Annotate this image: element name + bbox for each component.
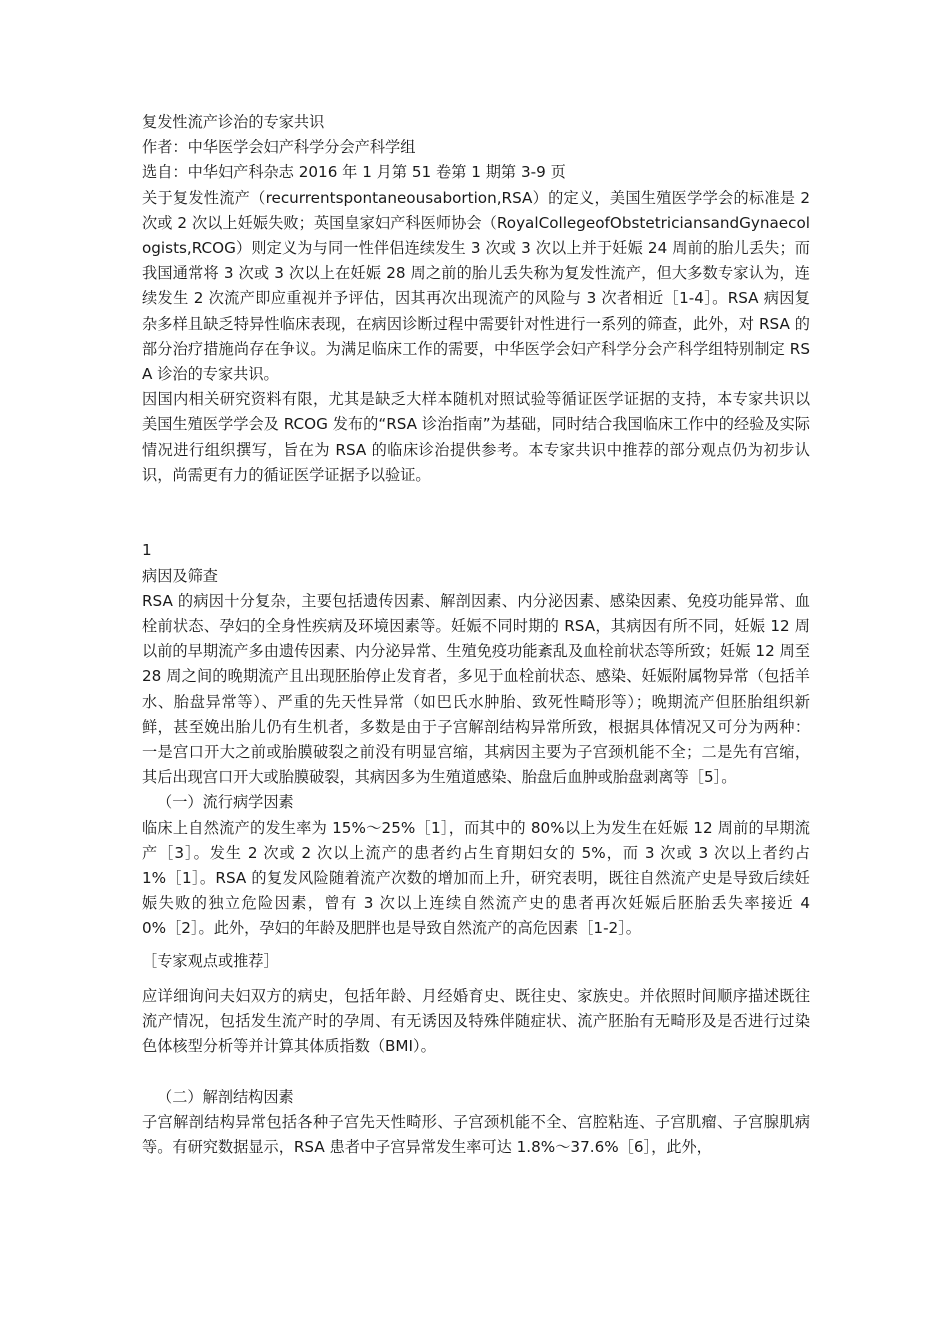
subsection-body: 子宫解剖结构异常包括各种子宫先天性畸形、子宫颈机能不全、宫腔粘连、子宫肌瘤、子宫腺肌病等。有研究数据显示，RSA 患者中子宫异常发生率可达 1.8%～37.6%［6］，此外，: [142, 1112, 810, 1157]
source-line: 选自：中华妇产科杂志 2016 年 1 月第 51 卷第 1 期第 3-9 页: [142, 163, 566, 182]
section-body: RSA 的病因十分复杂，主要包括遗传因素、解剖因素、内分泌因素、感染因素、免疫功能异常、血栓前状态、孕妇的全身性疾病及环境因素等。妊娠不同时期的 RSA，其病因有所不同，妊娠 12 周以前的早期流产多由遗传因素、内分泌异常、生殖免疫功能紊乱及血栓前状态等所致；妊娠 12 周至 28 周之间的晚期流产且出现胚胎停止发育者，多见于血栓前状态、感染、妊娠附属物异常（包括羊水、胎盘异常等）、严重的先天性异常（如巴氏水肿胎、致死性畸形等）；晚期流产但胚胎组织新鲜，甚至娩出胎儿仍有生机者，多数是由于子宫解剖结构异常所致，根据具体情况又可分为两种：一是宫口开大之前或胎膜破裂之前没有明显宫缩，其病因主要为子宫颈机能不全；二是先有宫缩，其后出现宫口开大或胎膜破裂，其病因多为生殖道感染、胎盘后血肿或胎盘剥离等［5］。: [142, 591, 810, 787]
blank-line: [142, 1059, 810, 1084]
document-title: 复发性流产诊治的专家共识: [142, 113, 325, 131]
blank-line: [142, 513, 810, 538]
expert-opinion-body: 应详细询问夫妇双方的病史，包括年龄、月经婚育史、既往史、家族史。并依照时间顺序描述既往流产情况，包括发生流产时的孕周、有无诱因及特殊伴随症状、流产胚胎有无畸形及是否进行过染色体核型分析等并计算其体质指数（BMI）。: [142, 986, 810, 1056]
blank-line: [142, 488, 810, 513]
subsection-body: 临床上自然流产的发生率为 15%～25%［1］，而其中的 80%以上为发生在妊娠 12 周前的早期流产［3］。发生 2 次或 2 次以上流产的患者约占生育期妇女的 5%，而 3 次或 3 次以上者约占 1%［1］。RSA 的复发风险随着流产次数的增加而上升，研究表明，既往自然流产史是导致后续妊娠失败的独立危险因素，曾有 3 次以上连续自然流产史的患者再次妊娠后胚胎丢失率接近 40%［2］。此外，孕妇的年龄及肥胖也是导致自然流产的高危因素［1-2］。: [142, 818, 810, 938]
section-number: 1: [142, 541, 152, 560]
intro-paragraph-1: 关于复发性流产（recurrentspontaneousabortion,RSA）的定义，美国生殖医学学会的标准是 2 次或 2 次以上妊娠失败；英国皇家妇产科医师协会（RoyalCollegeofObstetriciansandGynaecologists,RCOG）则定义为与同一性伴侣连续发生 3 次或 3 次以上并于妊娠 24 周前的胎儿丢失；而我国通常将 3 次或 3 次以上在妊娠 28 周之前的胎儿丢失称为复发性流产，但大多数专家认为，连续发生 2 次流产即应重视并予评估，因其再次出现流产的风险与 3 次者相近［1-4］。RSA 病因复杂多样且缺乏特异性临床表现，在病因诊断过程中需要针对性进行一系列的筛查，此外，对 RSA 的部分治疗措施尚存在争议。为满足临床工作的需要，中华医学会妇产科学分会产科学组特别制定 RSA 诊治的专家共识。: [142, 188, 810, 384]
expert-opinion-label: ［专家观点或推荐］: [142, 951, 279, 970]
section-heading: 病因及筛查: [142, 566, 218, 585]
document-page: [142, 110, 810, 1160]
author-line: 作者：中华医学会妇产科学分会产科学组: [142, 138, 416, 157]
subsection-heading: （二）解剖结构因素: [157, 1087, 294, 1106]
subsection-heading: （一）流行病学因素: [157, 793, 294, 812]
intro-paragraph-2: 因国内相关研究资料有限，尤其是缺乏大样本随机对照试验等循证医学证据的支持，本专家共识以美国生殖医学学会及 RCOG 发布的“RSA 诊治指南”为基础，同时结合我国临床工作中的经验及实际情况进行组织撰写，旨在为 RSA 的临床诊治提供参考。本专家共识中推荐的部分观点仍为初步认识，尚需更有力的循证医学证据予以验证。: [142, 390, 810, 484]
